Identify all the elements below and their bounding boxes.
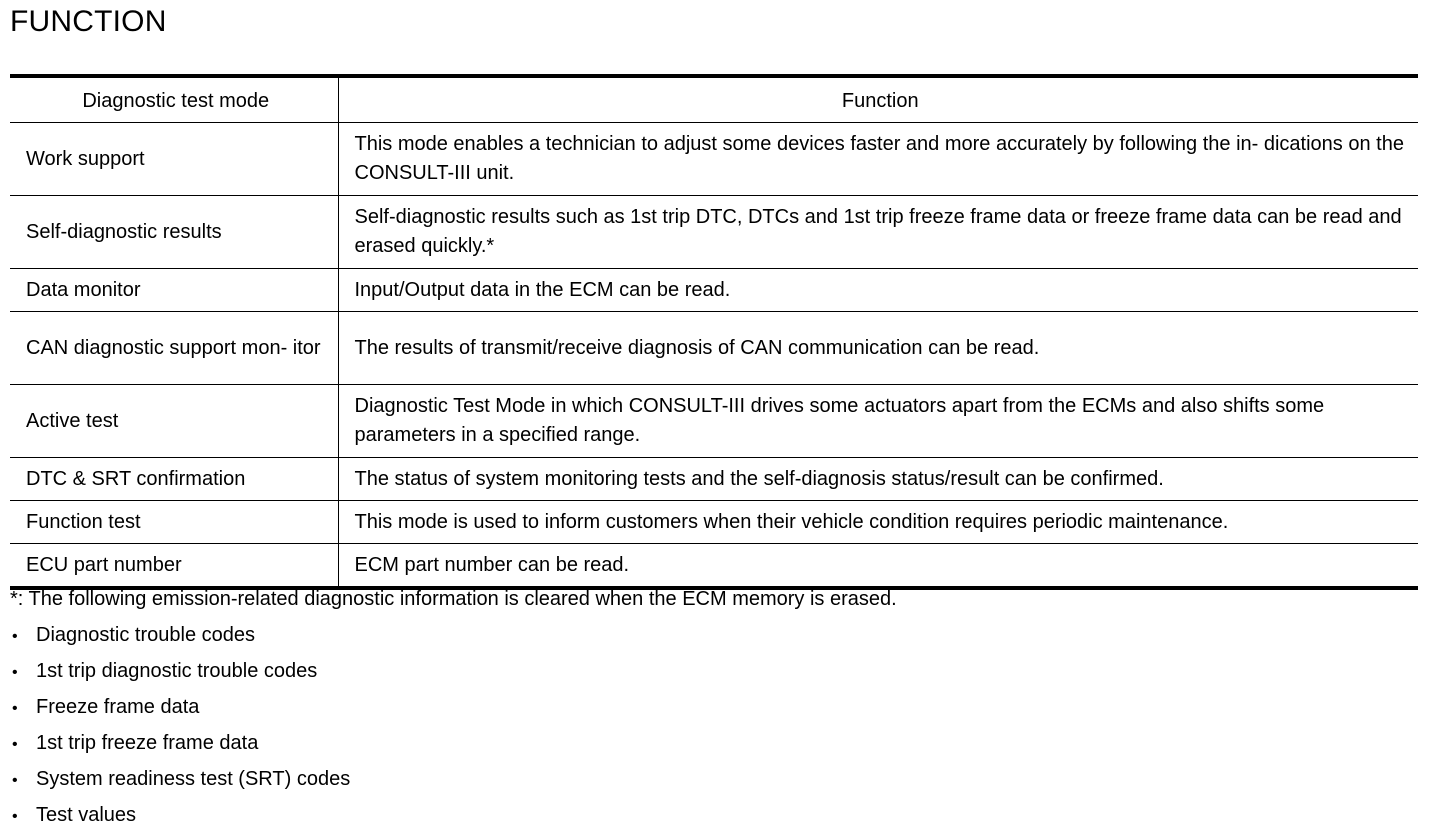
- list-item: [10, 764, 350, 800]
- list-item: [10, 656, 350, 692]
- test-mode-cell: Self-diagnostic results: [10, 196, 338, 269]
- function-cell: Diagnostic Test Mode in which CONSULT-III drives some actuators apart from the ECMs and also shifts some parameters in a specified range.: [338, 385, 1418, 458]
- bullet-icon: •: [12, 664, 18, 681]
- table-row: [10, 269, 1418, 312]
- table-body: [10, 123, 1418, 589]
- page-title: FUNCTION: [10, 5, 167, 38]
- function-cell: The status of system monitoring tests and the self-diagnosis status/result can be confirmed.: [338, 458, 1418, 501]
- list-item-text: 1st trip diagnostic trouble codes: [36, 660, 318, 682]
- table-row: [10, 312, 1418, 385]
- test-mode-cell: Work support: [10, 123, 338, 196]
- header-function: Function: [338, 76, 1418, 123]
- function-table-container: [10, 74, 1418, 590]
- bullet-icon: •: [12, 736, 18, 753]
- cleared-info-list: [10, 620, 350, 836]
- header-diagnostic-test-mode: Diagnostic test mode: [10, 76, 338, 123]
- table-row: [10, 385, 1418, 458]
- function-table: [10, 74, 1418, 590]
- list-item: [10, 620, 350, 656]
- list-item-text: Test values: [36, 804, 137, 826]
- list-item-text: Freeze frame data: [36, 696, 200, 718]
- table-row: [10, 196, 1418, 269]
- bullet-icon: •: [12, 772, 18, 789]
- table-row: [10, 544, 1418, 589]
- table-row: [10, 501, 1418, 544]
- test-mode-cell: Function test: [10, 501, 338, 544]
- function-cell: Self-diagnostic results such as 1st trip DTC, DTCs and 1st trip freeze frame data or freeze frame data can be read and erased quickly.*: [338, 196, 1418, 269]
- list-item: [10, 692, 350, 728]
- function-cell: The results of transmit/receive diagnosis of CAN communication can be read.: [338, 312, 1418, 385]
- test-mode-cell: DTC & SRT confirmation: [10, 458, 338, 501]
- list-item-text: Diagnostic trouble codes: [36, 624, 256, 646]
- table-row: [10, 458, 1418, 501]
- function-cell: This mode is used to inform customers when their vehicle condition requires periodic maintenance.: [338, 501, 1418, 544]
- bullet-icon: •: [12, 808, 18, 825]
- function-cell: Input/Output data in the ECM can be read.: [338, 269, 1418, 312]
- test-mode-cell: Data monitor: [10, 269, 338, 312]
- list-item: [10, 728, 350, 764]
- bullet-icon: •: [12, 628, 18, 645]
- list-item-text: 1st trip freeze frame data: [36, 732, 259, 754]
- bullet-icon: •: [12, 700, 18, 717]
- test-mode-cell: Active test: [10, 385, 338, 458]
- function-cell: This mode enables a technician to adjust some devices faster and more accurately by following the in- dications on the CONSULT-III unit.: [338, 123, 1418, 196]
- footnote: *: The following emission-related diagnostic information is cleared when the ECM memory is erased.: [10, 588, 897, 610]
- test-mode-cell: CAN diagnostic support mon- itor: [10, 312, 338, 385]
- table-row: [10, 123, 1418, 196]
- list-item-text: System readiness test (SRT) codes: [36, 768, 351, 790]
- test-mode-cell: ECU part number: [10, 544, 338, 589]
- list-item: [10, 800, 350, 836]
- function-cell: ECM part number can be read.: [338, 544, 1418, 589]
- table-header-row: [10, 76, 1418, 123]
